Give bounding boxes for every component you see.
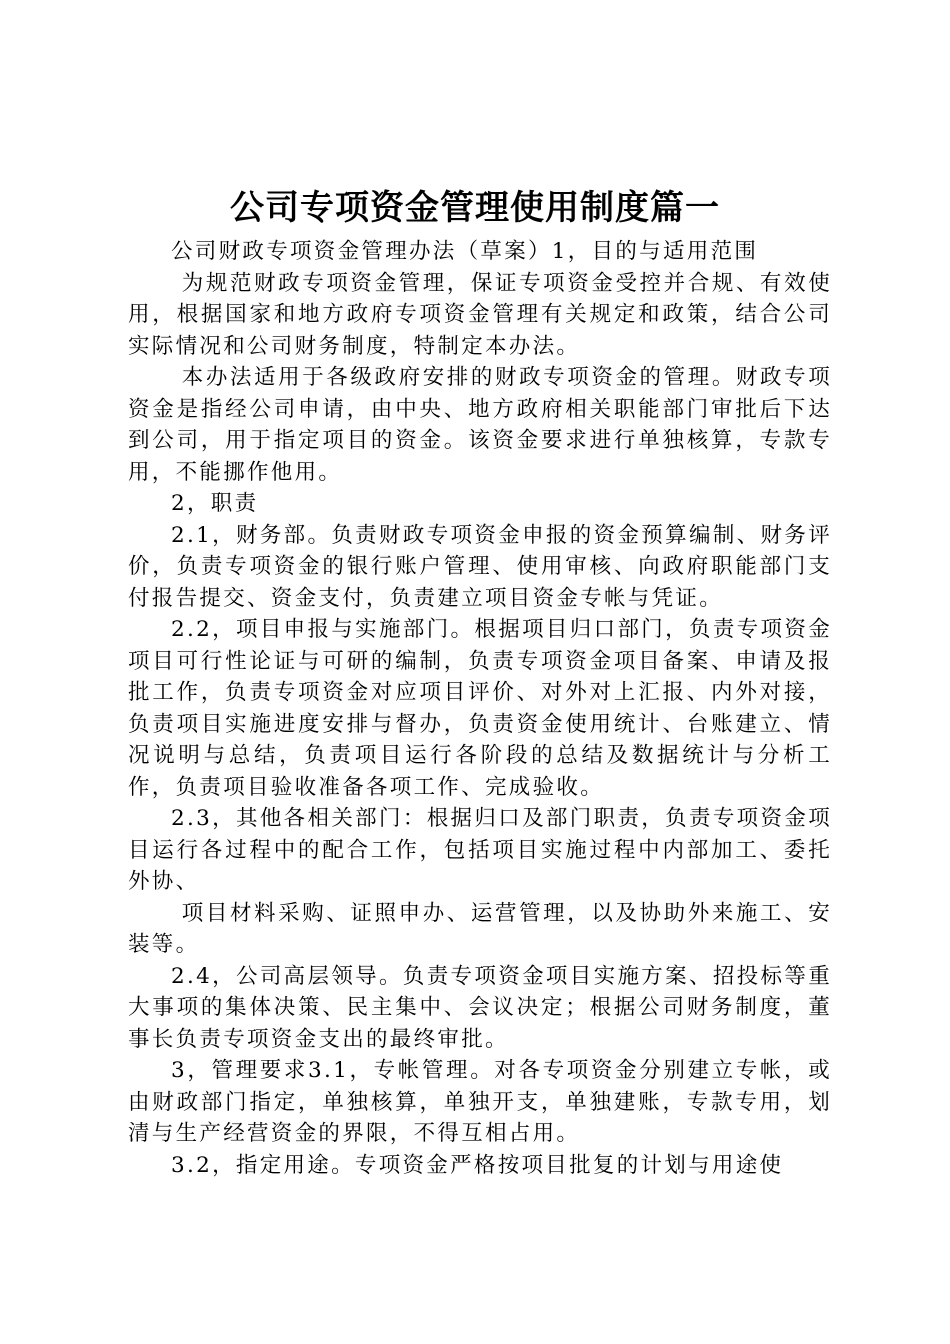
paragraph: 2，职责 (171, 491, 259, 516)
paragraph: 本办法适用于各级政府安排的财政专项资金的管理。财政专项资金是指经公司申请，由中央、地方政府相关职能部门审批后下达到公司，用于指定项目的资金。该资金要求进行单独核算，专款专用，不能挪作他用。 (128, 365, 832, 485)
paragraph: 项目材料采购、证照申办、运营管理，以及协助外来施工、安装等。 (128, 900, 832, 957)
paragraph: 2.3，其他各相关部门：根据归口及部门职责，负责专项资金项目运行各过程中的配合工作，包括项目实施过程中内部加工、委托外协、 (128, 806, 832, 894)
paragraph: 3.2，指定用途。专项资金严格按项目批复的计划与用途使 (171, 1152, 784, 1178)
paragraph: 公司财政专项资金管理办法（草案）1，目的与适用范围 (171, 239, 759, 264)
document-title: 公司专项资金管理使用制度篇一 (230, 188, 720, 228)
paragraph: 3，管理要求3.1，专帐管理。对各专项资金分别建立专帐，或由财政部门指定，单独核算，单独开支，单独建账，专款专用，划清与生产经营资金的界限，不得互相占用。 (128, 1058, 832, 1146)
paragraph: 2.1，财务部。负责财政专项资金申报的资金预算编制、财务评价，负责专项资金的银行账户管理、使用审核、向政府职能部门支付报告提交、资金支付，负责建立项目资金专帐与凭证。 (128, 522, 832, 611)
document-body (128, 236, 832, 1181)
paragraph: 2.4，公司高层领导。负责专项资金项目实施方案、招投标等重大事项的集体决策、民主集中、会议决定；根据公司财务制度，董事长负责专项资金支出的最终审批。 (128, 963, 832, 1052)
paragraph: 为规范财政专项资金管理，保证专项资金受控并合规、有效使用，根据国家和地方政府专项资金管理有关规定和政策，结合公司实际情况和公司财务制度，特制定本办法。 (128, 270, 832, 359)
paragraph: 2.2，项目申报与实施部门。根据项目归口部门，负责专项资金项目可行性论证与可研的编制，负责专项资金项目备案、申请及报批工作，负责专项资金对应项目评价、对外对上汇报、内外对接，负责项目实施进度安排与督办，负责资金使用统计、台账建立、情况说明与总结，负责项目运行各阶段的总结及数据统计与分析工作，负责项目验收准备各项工作、完成验收。 (128, 617, 832, 800)
